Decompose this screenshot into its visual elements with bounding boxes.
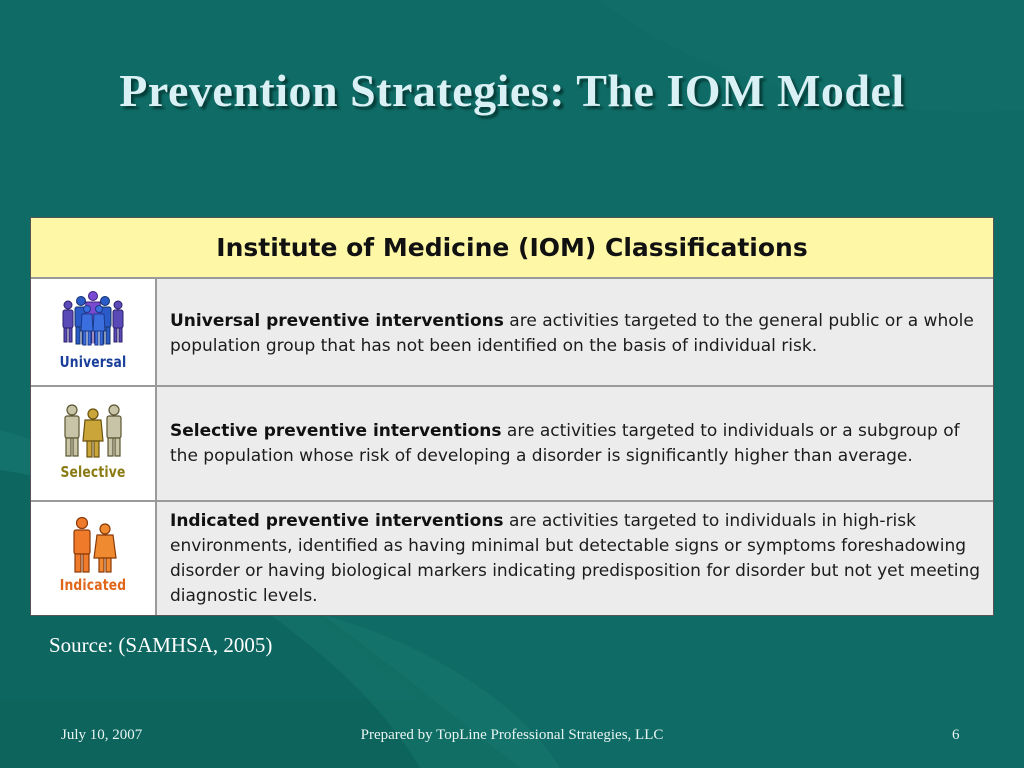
- term-selective: Selective preventive interventions: [170, 421, 502, 441]
- icon-cell-selective: [31, 387, 157, 500]
- table-row-indicated: [31, 502, 993, 615]
- footer-date: July 10, 2007: [61, 727, 143, 743]
- icon-label-indicated: Indicated: [59, 576, 127, 594]
- slide-title: Prevention Strategies: The IOM Model: [119, 65, 905, 116]
- footer-page-number: 6: [952, 727, 960, 743]
- group-of-people-icon: [58, 291, 128, 353]
- table-header: Institute of Medicine (IOM) Classifications: [31, 218, 993, 279]
- description-universal: [170, 309, 985, 359]
- source-citation: Source: (SAMHSA, 2005): [49, 633, 273, 657]
- term-universal: Universal preventive interventions: [170, 311, 504, 331]
- table-row-selective: [31, 387, 993, 502]
- icon-cell-universal: [31, 279, 157, 385]
- icon-label-selective: Selective: [60, 463, 126, 481]
- iom-classifications-table: [30, 217, 994, 616]
- text-selective: are activities targeted to individuals or a subgroup of the population whose risk of developing a disorder is significantly higher than average.: [170, 421, 960, 466]
- subgroup-people-icon: [58, 401, 128, 463]
- icon-cell-indicated: [31, 502, 157, 615]
- text-universal: are activities targeted to the general public or a whole population group that has not been identified on the basis of individual risk.: [170, 311, 974, 356]
- icon-label-universal: Universal: [59, 353, 127, 371]
- table-row-universal: [31, 279, 993, 387]
- text-indicated: are activities targeted to individuals in high-risk environments, identified as having minimal but detectable signs or symptoms foreshadowing disorder or having biological markers indicating predisposition for disorder but not yet meeting diagnostic levels.: [170, 511, 981, 606]
- term-indicated: Indicated preventive interventions: [170, 511, 504, 531]
- description-selective: [170, 419, 985, 469]
- footer-prepared-by: Prepared by TopLine Professional Strategies, LLC: [360, 727, 664, 743]
- description-indicated: [170, 509, 985, 609]
- individuals-icon: [58, 514, 128, 576]
